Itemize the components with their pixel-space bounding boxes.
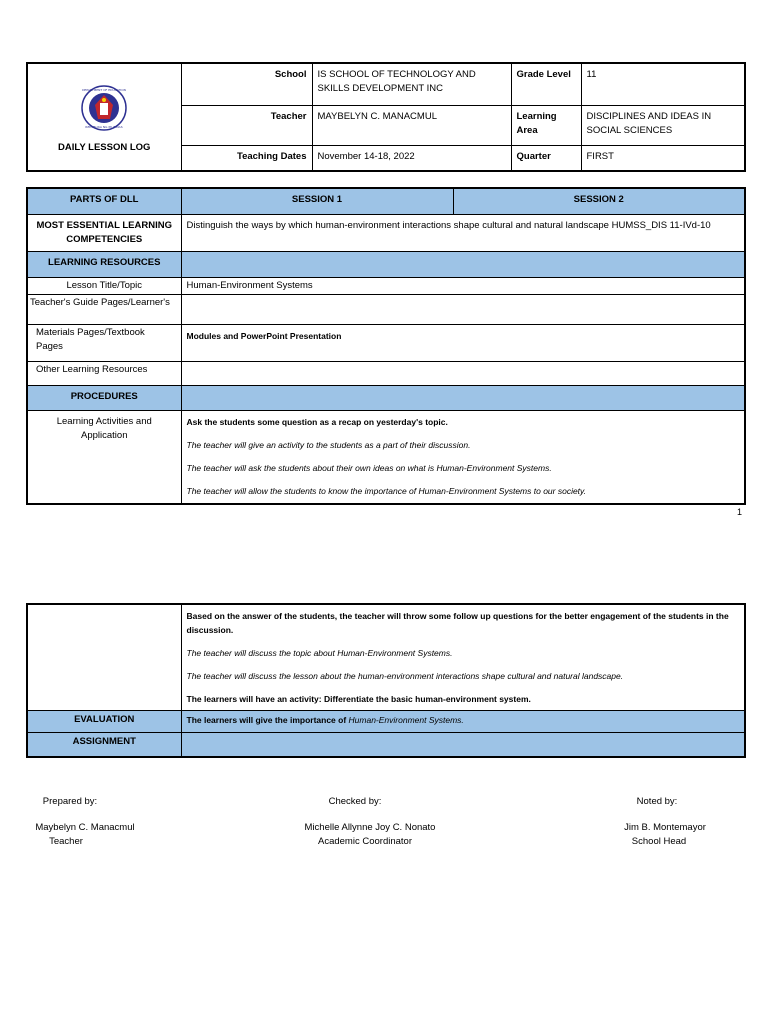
cont-activities-list <box>181 604 745 711</box>
grade-value: 11 <box>581 63 745 105</box>
prepared-by-role: Teacher <box>49 836 83 847</box>
lesson-title-value: Human-Environment Systems <box>181 277 745 294</box>
guide-value <box>181 294 745 324</box>
quarter-value: FIRST <box>581 145 745 171</box>
assignment-label: ASSIGNMENT <box>27 733 181 757</box>
noted-by-role: School Head <box>631 836 687 847</box>
deped-seal-logo <box>81 85 127 131</box>
noted-by-name: Jim B. Montemayor <box>624 822 706 833</box>
checked-by-role: Academic Coordinator <box>318 836 412 847</box>
checked-by-name: Michelle Allynne Joy C. Nonato <box>304 822 436 833</box>
area-value: DISCIPLINES AND IDEAS IN SOCIAL SCIENCES <box>581 105 745 145</box>
resources-label: LEARNING RESOURCES <box>27 251 181 277</box>
activities-list <box>181 410 745 504</box>
activity-item: The teacher will discuss the topic about Human-Environment Systems. <box>186 648 453 658</box>
evaluation-label: EVALUATION <box>27 711 181 733</box>
resources-fill <box>181 251 745 277</box>
activity-item: The learners will have an activity: Differentiate the basic human-environment system. <box>186 694 531 704</box>
prepared-by-label: Prepared by: <box>42 796 98 807</box>
prepared-by-name: Maybelyn C. Manacmul <box>35 822 135 833</box>
quarter-label: Quarter <box>511 145 581 171</box>
dll-continuation-table <box>26 603 746 758</box>
col-session2-header: SESSION 2 <box>453 188 745 214</box>
noted-by-label: Noted by: <box>636 796 678 807</box>
guide-label: Teacher's Guide Pages/Learner's <box>27 294 181 324</box>
grade-label: Grade Level <box>511 63 581 105</box>
school-label: School <box>181 63 312 105</box>
evaluation-prefix: The learners will give the importance of <box>186 715 349 725</box>
activity-item: Based on the answer of the students, the teacher will throw some follow up questions for the better engagement of the students in the discussion. <box>186 611 729 635</box>
materials-label: Materials Pages/Textbook Pages <box>27 324 181 361</box>
procedures-fill <box>181 385 745 410</box>
school-value: IS SCHOOL OF TECHNOLOGY AND SKILLS DEVELOPMENT INC <box>312 63 511 105</box>
cont-blank-label <box>27 604 181 711</box>
teacher-label: Teacher <box>181 105 312 145</box>
col-session1-header: SESSION 1 <box>181 188 453 214</box>
page-number: 1 <box>736 507 742 517</box>
svg-text:REPUBLIKA NG PILIPINAS: REPUBLIKA NG PILIPINAS <box>85 125 123 129</box>
activity-item: The teacher will give an activity to the students as a part of their discussion. <box>186 439 471 450</box>
evaluation-topic: Human-Environment Systems. <box>348 715 464 725</box>
materials-value: Modules and PowerPoint Presentation <box>181 324 745 361</box>
teacher-value: MAYBELYN C. MANACMUL <box>312 105 511 145</box>
other-resources-label: Other Learning Resources <box>27 361 181 385</box>
logo-cell <box>27 63 181 171</box>
svg-text:DEPARTMENT OF EDUCATION: DEPARTMENT OF EDUCATION <box>82 88 127 92</box>
activity-item: The teacher will discuss the lesson about the human-environment interactions shape cultural and natural landscape. <box>186 671 624 681</box>
dll-table <box>26 187 746 505</box>
header-table <box>26 62 746 172</box>
assignment-value <box>181 733 745 757</box>
activity-item: Ask the students some question as a recap on yesterday's topic. <box>186 416 448 427</box>
evaluation-value <box>181 711 745 733</box>
procedures-label: PROCEDURES <box>27 385 181 410</box>
dates-value: November 14-18, 2022 <box>312 145 511 171</box>
checked-by-label: Checked by: <box>328 796 382 807</box>
area-label: Learning Area <box>511 105 581 145</box>
activity-item: The teacher will ask the students about their own ideas on what is Human-Environment Systems. <box>186 462 552 473</box>
col-parts-header: PARTS OF DLL <box>27 188 181 214</box>
other-resources-value <box>181 361 745 385</box>
melc-value: Distinguish the ways by which human-environment interactions shape cultural and natural landscape HUMSS_DIS 11-IVd-10 <box>181 214 745 251</box>
doc-title: DAILY LESSON LOG <box>58 142 151 153</box>
lesson-title-label: Lesson Title/Topic <box>27 277 181 294</box>
activity-item: The teacher will allow the students to know the importance of Human-Environment Systems to our society. <box>186 485 587 496</box>
melc-label: MOST ESSENTIAL LEARNING COMPETENCIES <box>27 214 181 251</box>
dates-label: Teaching Dates <box>181 145 312 171</box>
activities-label: Learning Activities and Application <box>27 410 181 504</box>
